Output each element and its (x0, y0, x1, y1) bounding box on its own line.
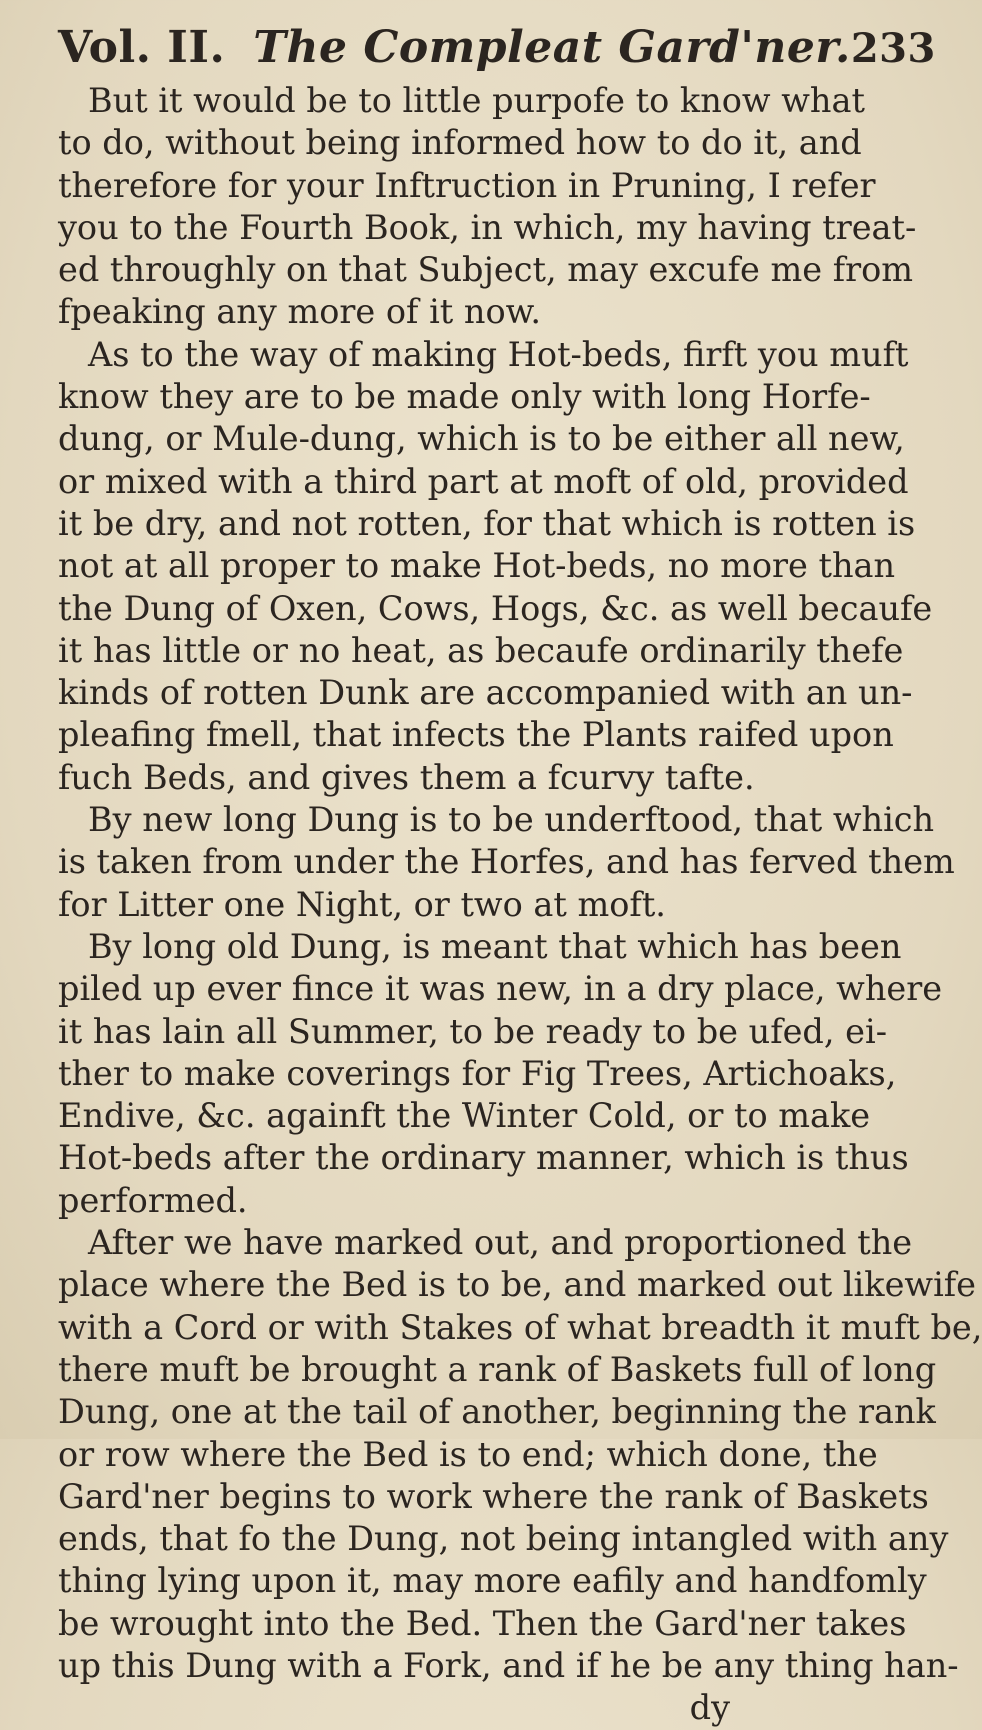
text-line: there muft be brought a rank of Baskets full of long (58, 1349, 937, 1389)
catchword: dy (689, 1688, 730, 1728)
text-line: After we have marked out, and proportioned the (88, 1223, 913, 1263)
text-line: thing lying upon it, may more eafily and handfomly (58, 1561, 927, 1601)
text-line: fuch Beds, and gives them a fcurvy tafte. (58, 757, 755, 797)
text-line: know they are to be made only with long Horfe- (58, 377, 871, 417)
body-text (58, 80, 982, 1730)
text-line: Hot-beds after the ordinary manner, which is thus (58, 1138, 909, 1178)
text-line: Gard'ner begins to work where the rank of Baskets (58, 1476, 929, 1516)
book-page (58, 22, 982, 1730)
text-line: for Litter one Night, or two at moft. (58, 884, 666, 924)
running-title: The Compleat Gard'ner. (253, 22, 851, 73)
text-line: ends, that fo the Dung, not being intangled with any (58, 1519, 949, 1559)
running-header (58, 22, 936, 78)
text-line: with a Cord or with Stakes of what breadth it muft be, (58, 1307, 982, 1347)
text-line: fpeaking any more of it now. (58, 292, 542, 332)
text-line: it has little or no heat, as becaufe ordinarily thefe (58, 630, 904, 670)
text-line: not at all proper to make Hot-beds, no more than (58, 546, 896, 586)
text-line: ther to make coverings for Fig Trees, Artichoaks, (58, 1053, 897, 1093)
text-line: be wrought into the Bed. Then the Gard'ner takes (58, 1603, 907, 1643)
text-line: or row where the Bed is to end; which done, the (58, 1434, 878, 1474)
text-line: As to the way of making Hot-beds, firft you muft (88, 334, 909, 374)
text-line: or mixed with a third part at moft of old, provided (58, 461, 909, 501)
text-line: therefore for your Inftruction in Pruning, I refer (58, 165, 876, 205)
text-line: place where the Bed is to be, and marked out likewife (58, 1265, 977, 1305)
text-line: is taken from under the Horfes, and has ferved them (58, 842, 955, 882)
text-line: kinds of rotten Dunk are accompanied with an un- (58, 673, 913, 713)
volume-label: Vol. II. (58, 22, 226, 73)
text-line: pleafing fmell, that infects the Plants raifed upon (58, 715, 894, 755)
text-line: performed. (58, 1180, 248, 1220)
page-number: 233 (850, 25, 936, 72)
text-line: up this Dung with a Fork, and if he be any thing han- (58, 1645, 959, 1685)
text-line: piled up ever fince it was new, in a dry place, where (58, 969, 943, 1009)
text-line: dung, or Mule-dung, which is to be either all new, (58, 419, 905, 459)
text-line: to do, without being informed how to do it, and (58, 123, 862, 163)
text-line: the Dung of Oxen, Cows, Hogs, &c. as well becaufe (58, 588, 933, 628)
text-line: Dung, one at the tail of another, beginning the rank (58, 1392, 936, 1432)
text-line: it has lain all Summer, to be ready to be ufed, ei- (58, 1011, 888, 1051)
text-line: Endive, &c. againft the Winter Cold, or to make (58, 1096, 871, 1136)
text-line: you to the Fourth Book, in which, my having treat- (58, 207, 917, 247)
text-line: it be dry, and not rotten, for that which is rotten is (58, 503, 916, 543)
text-line: By new long Dung is to be underftood, that which (88, 800, 935, 840)
text-line: By long old Dung, is meant that which has been (88, 926, 902, 966)
text-line: But it would be to little purpofe to know what (88, 81, 865, 120)
text-line: ed throughly on that Subject, may excufe me from (58, 250, 914, 290)
